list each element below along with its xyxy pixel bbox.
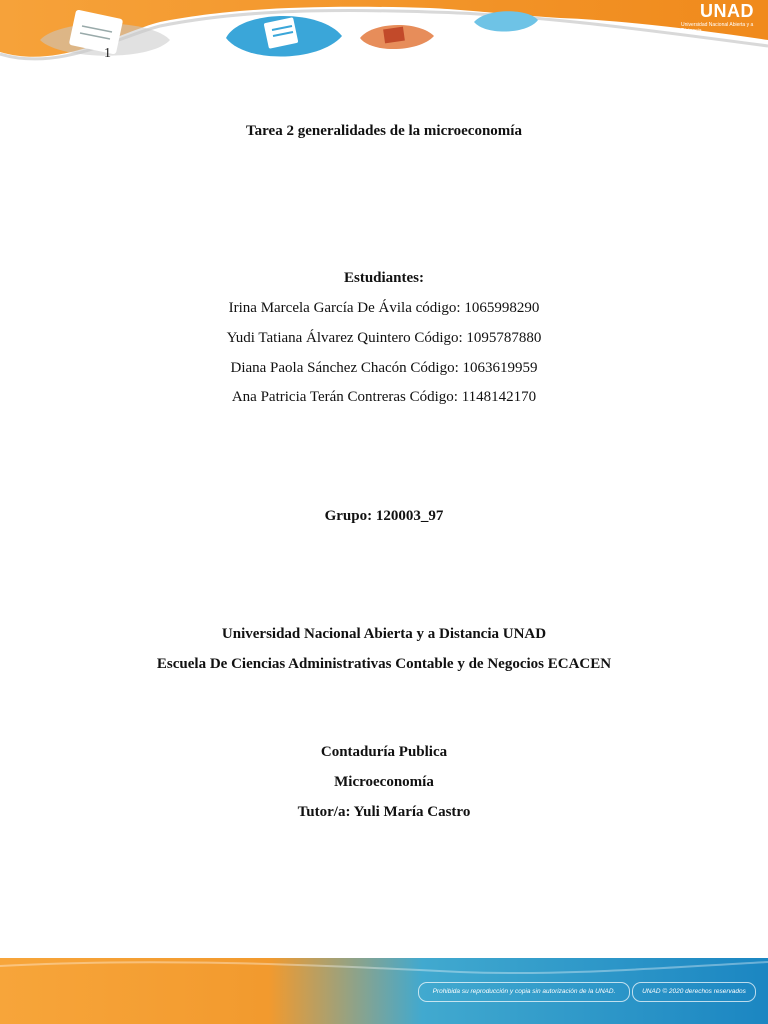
student-line: Diana Paola Sánchez Chacón Código: 1063619959 <box>230 360 538 376</box>
footer-notice: Prohibida su reproducción y copia sin autorización de la UNAD. <box>418 982 630 1002</box>
book-icon <box>360 25 434 49</box>
course-line: Microeconomía <box>334 774 434 790</box>
student-line: Yudi Tatiana Álvarez Quintero Código: 1095787880 <box>226 330 542 346</box>
footer-copyright: UNAD © 2020 derechos reservados <box>632 982 756 1002</box>
checklist-icon <box>226 16 342 57</box>
group-line: Grupo: 120003_97 <box>324 508 444 524</box>
university-line: Universidad Nacional Abierta y a Distancia UNAD <box>221 626 547 642</box>
tutor-line: Tutor/a: Yuli María Castro <box>297 804 471 820</box>
logo-text: UNAD <box>700 1 754 21</box>
students-heading: Estudiantes: <box>343 270 425 286</box>
page-number: 1 <box>104 46 111 61</box>
logo-subtitle: Universidad Nacional Abierta y a Distancia <box>681 22 754 34</box>
school-line: Escuela De Ciencias Administrativas Contable y de Negocios ECACEN <box>156 656 612 672</box>
document-title: Tarea 2 generalidades de la microeconomía <box>246 123 522 139</box>
header-banner <box>0 0 768 90</box>
student-line: Irina Marcela García De Ávila código: 1065998290 <box>228 300 540 316</box>
program-line: Contaduría Publica <box>320 744 448 760</box>
student-line: Ana Patricia Terán Contreras Código: 1148142170 <box>231 389 537 405</box>
